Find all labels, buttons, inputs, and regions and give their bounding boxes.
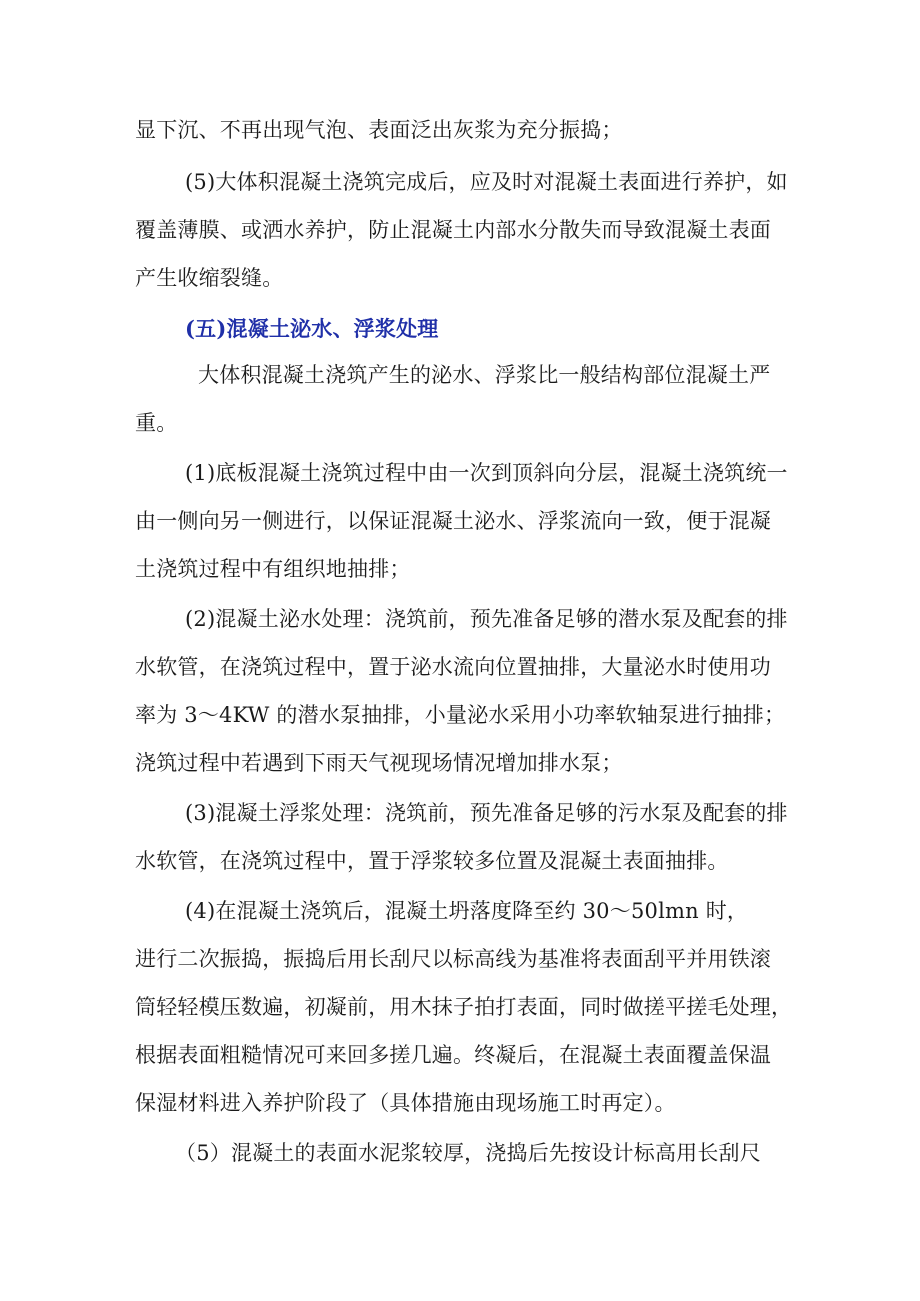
paragraph-line: (4)在混凝土浇筑后，混凝土坍落度降至约 30～50lmn 时， — [185, 899, 749, 923]
paragraph-line: （5）混凝土的表面水泥浆较厚，浇捣后先按设计标高用长刮尺 — [175, 1141, 761, 1165]
paragraph-line: 水软管，在浇筑过程中，置于泌水流向位置抽排，大量泌水时使用功 — [135, 655, 771, 679]
paragraph-line: 显下沉、不再出现气泡、表面泛出灰浆为充分振捣； — [135, 118, 623, 142]
paragraph-line: (5)大体积混凝土浇筑完成后，应及时对混凝土表面进行养护，如 — [185, 170, 788, 194]
paragraph-line: (2)混凝土泌水处理：浇筑前，预先准备足够的潜水泵及配套的排 — [185, 607, 788, 631]
paragraph-line: 率为 3～4KW 的潜水泵抽排，小量泌水采用小功率软轴泵进行抽排； — [135, 703, 786, 727]
paragraph-line: 重。 — [135, 411, 178, 435]
paragraph-line: 产生收缩裂缝。 — [135, 266, 284, 290]
paragraph-line: 筒轻轻模压数遍，初凝前，用木抹子拍打表面，同时做搓平搓毛处理， — [135, 995, 793, 1019]
paragraph-line: 保湿材料进入养护阶段了（具体措施由现场施工时再定）。 — [135, 1091, 676, 1115]
paragraph-line: 土浇筑过程中有组织地抽排； — [135, 557, 411, 581]
paragraph-line: 大体积混凝土浇筑产生的泌水、浮浆比一般结构部位混凝土严 — [198, 363, 771, 387]
paragraph-line: (3)混凝土浮浆处理：浇筑前，预先准备足够的污水泵及配套的排 — [185, 801, 788, 825]
paragraph-line: 根据表面粗糙情况可来回多搓几遍。终凝后，在混凝土表面覆盖保温 — [135, 1043, 771, 1067]
paragraph-line: 进行二次振捣，振捣后用长刮尺以标高线为基准将表面刮平并用铁滚 — [135, 947, 771, 971]
paragraph-line: 水软管，在浇筑过程中，置于浮浆较多位置及混凝土表面抽排。 — [135, 849, 729, 873]
paragraph-line: (1)底板混凝土浇筑过程中由一次到顶斜向分层，混凝土浇筑统一 — [185, 461, 788, 485]
paragraph-line: 由一侧向另一侧进行，以保证混凝土泌水、浮浆流向一致，便于混凝 — [135, 509, 771, 533]
paragraph-line: 浇筑过程中若遇到下雨天气视现场情况增加排水泵； — [135, 751, 623, 775]
section-heading: (五)混凝土泌水、浮浆处理 — [185, 316, 439, 341]
paragraph-line: 覆盖薄膜、或洒水养护，防止混凝土内部水分散失而导致混凝土表面 — [135, 218, 771, 242]
